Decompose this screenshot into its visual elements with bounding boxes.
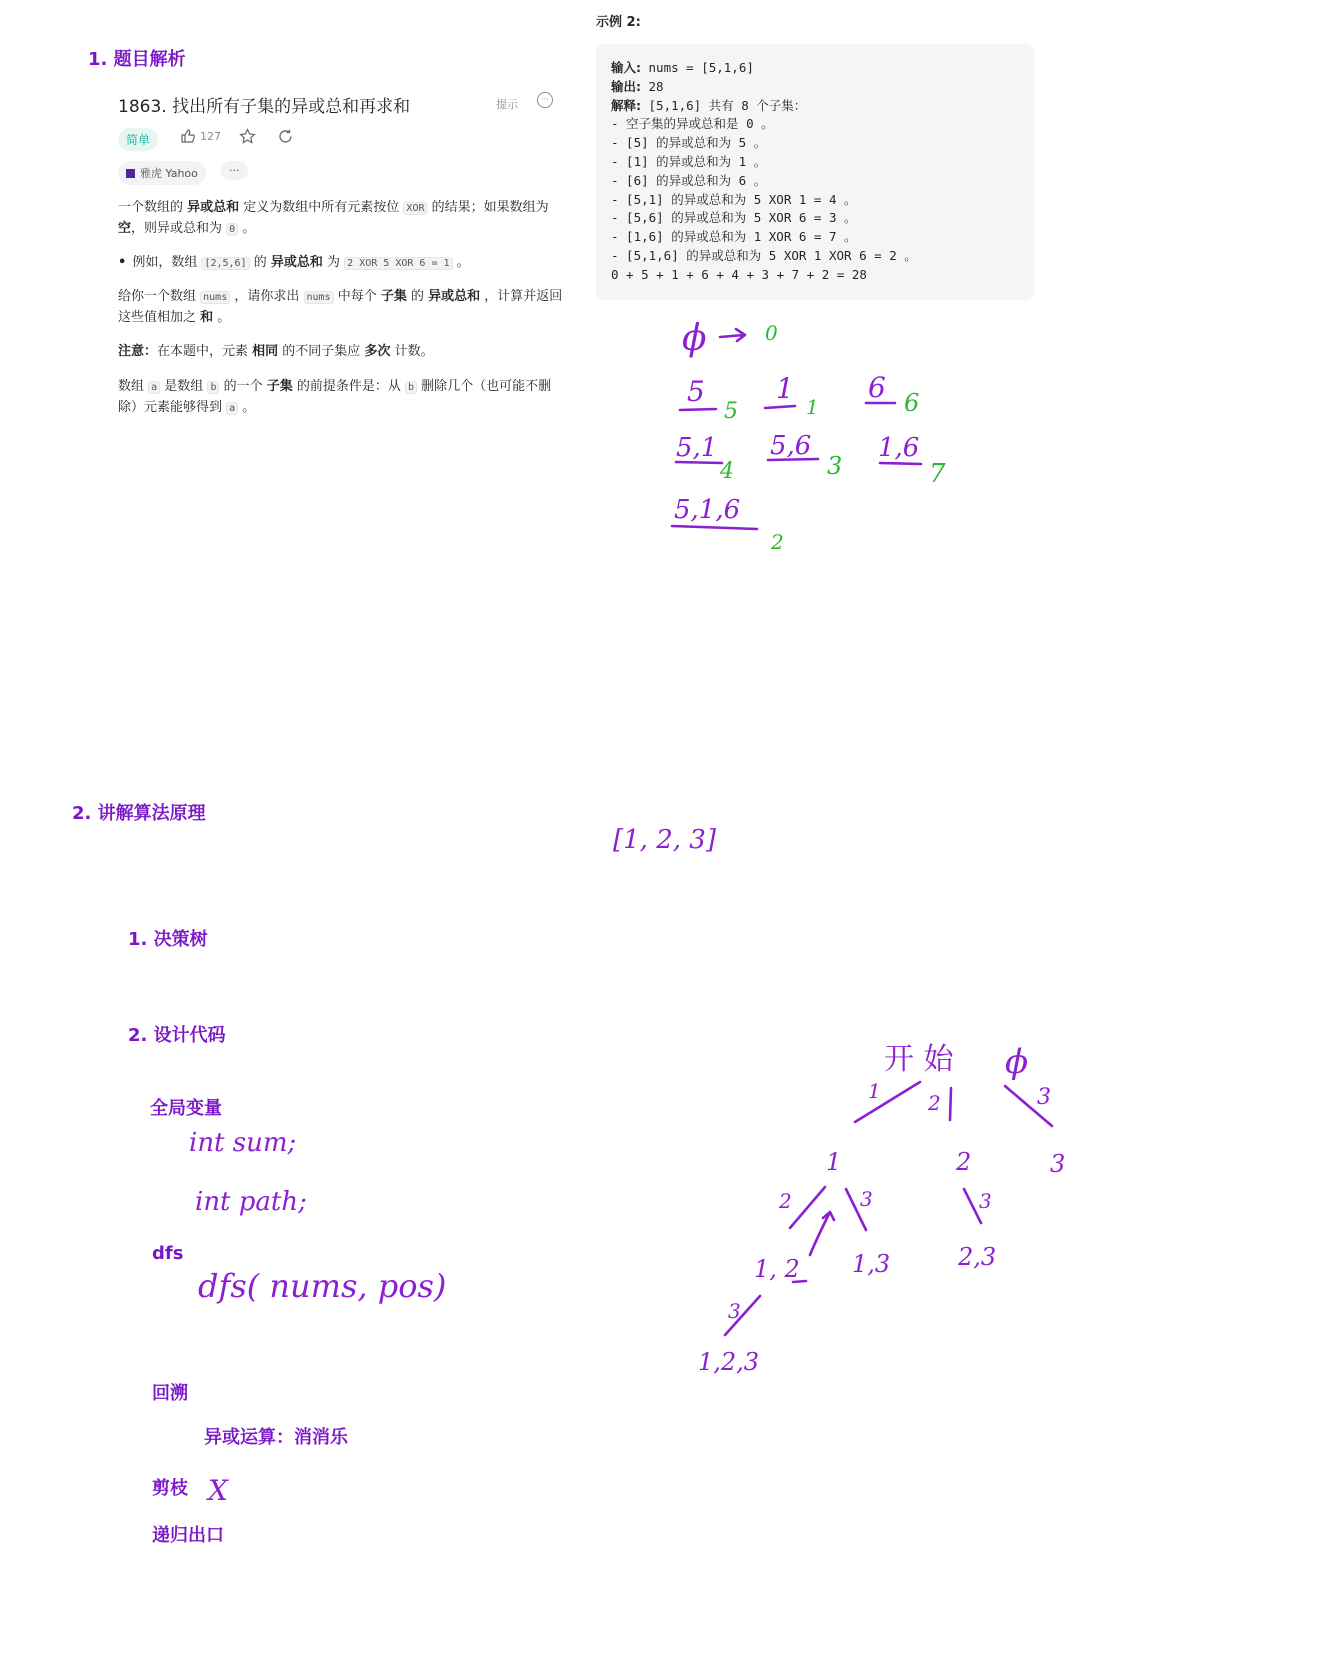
hw-s56: 5,6 xyxy=(770,431,812,461)
example-line: - [1,6] 的异或总和为 1 XOR 6 = 7 。 xyxy=(611,229,857,245)
hw-v56: 3 xyxy=(827,452,843,480)
example-line: - [6] 的异或总和为 6 。 xyxy=(611,172,767,188)
hw-array: [1, 2, 3] xyxy=(613,825,716,855)
hw-v51: 4 xyxy=(720,459,734,484)
xor-note: 异或运算：消消乐 xyxy=(204,1427,348,1448)
hw-edge-label: 2 xyxy=(779,1189,792,1213)
hw-underline xyxy=(676,462,722,463)
example-line: - 空子集的异或总和是 0 。 xyxy=(611,116,774,132)
hw-tree-start: 开 始 xyxy=(884,1042,954,1077)
hw-tree-phi: ϕ xyxy=(1005,1042,1029,1082)
hw-edge xyxy=(950,1088,951,1120)
example-line: - [5,1] 的异或总和为 5 XOR 1 = 4 。 xyxy=(611,191,857,207)
hw-s516: 5,1,6 xyxy=(674,495,741,525)
example-line: - [5,6] 的异或总和为 5 XOR 6 = 3 。 xyxy=(611,210,857,226)
hw-s6: 6 xyxy=(868,371,886,404)
description-paragraph-4: 数组 a 是数组 b 的一个 子集 的前提条件是：从 b 删除几个（也可能不删除）元素能够得到 a 。 xyxy=(118,379,552,415)
example-heading: 示例 2: xyxy=(596,15,641,30)
subsection-design-code: 2. 设计代码 xyxy=(128,1025,226,1046)
hw-s5: 5 xyxy=(687,375,705,408)
backtrack-heading: 回溯 xyxy=(152,1383,188,1404)
description-paragraph-1: 一个数组的 异或总和 定义为数组中所有元素按位 XOR 的结果；如果数组为空，则异或总和为 0 。 xyxy=(118,200,549,236)
hw-underline xyxy=(768,459,818,460)
example-line: - [5,1,6] 的异或总和为 5 XOR 1 XOR 6 = 2 。 xyxy=(611,247,917,263)
hw-edge xyxy=(855,1082,920,1122)
example-line: - [1] 的异或总和为 1 。 xyxy=(611,153,767,169)
hw-node: 1, 2 xyxy=(754,1255,800,1283)
hw-underline xyxy=(765,406,795,408)
hw-v16: 7 xyxy=(929,459,946,489)
more-options-icon[interactable]: ··· xyxy=(537,92,553,108)
subsection-decision-tree: 1. 决策树 xyxy=(128,929,208,950)
description-paragraph-2: 给你一个数组 nums ，请你求出 nums 中每个 子集 的 异或总和 ，计算并返回这些值相加之 和 。 xyxy=(118,289,563,325)
hw-int-sum: int sum; xyxy=(189,1128,297,1158)
hw-underline xyxy=(880,463,921,464)
global-vars-heading: 全局变量 xyxy=(150,1098,222,1119)
hw-node: 2 xyxy=(956,1148,972,1176)
example-line: - [5] 的异或总和为 5 。 xyxy=(611,135,767,151)
hw-edge-label: 1 xyxy=(868,1079,881,1103)
hw-node: 2,3 xyxy=(958,1243,997,1271)
hw-v516: 2 xyxy=(771,530,784,554)
hw-underline xyxy=(680,409,716,410)
like-count: 127 xyxy=(200,129,221,143)
example-line: 0 + 5 + 1 + 6 + 4 + 3 + 7 + 2 = 28 xyxy=(611,266,867,282)
section-2-heading: 2. 讲解算法原理 xyxy=(72,803,206,824)
hw-v5: 5 xyxy=(724,399,738,424)
dfs-heading: dfs xyxy=(152,1243,184,1264)
hw-v6: 6 xyxy=(904,389,920,417)
hw-node: 1,3 xyxy=(852,1250,891,1278)
hw-node: 1,2,3 xyxy=(698,1348,760,1376)
prune-heading: 剪枝 xyxy=(152,1478,188,1499)
section-1-heading: 1. 题目解析 xyxy=(88,49,186,70)
hw-edge-label: 3 xyxy=(1037,1085,1051,1110)
problem-title[interactable]: 1863. 找出所有子集的异或总和再求和 xyxy=(118,97,411,117)
hw-edge xyxy=(790,1187,825,1228)
description-bullet: • 例如，数组 [2,5,6] 的 异或总和 为 2 XOR 5 XOR 6 = 1 。 xyxy=(118,255,470,270)
hw-underline xyxy=(793,1281,806,1282)
hw-node: 1 xyxy=(826,1148,842,1176)
hw-s1: 1 xyxy=(776,372,794,405)
hw-s51: 5,1 xyxy=(676,433,718,463)
difficulty-badge: 简单 xyxy=(118,128,158,151)
hw-underline xyxy=(672,526,757,529)
hw-s16: 1,6 xyxy=(878,433,920,463)
more-tags-button[interactable]: ··· xyxy=(221,161,248,180)
example-content: 输入: nums = [5,1,6] 输出: 28 解释: [5,1,6] 共有 8 个子集： - 空子集的异或总和是 0 。 - [5] 的异或总和为 5 。 - [1] 的异或总和为 1 。 - [6] 的异或总和为 6 。 - [5,1] 的异或总和为 5 XOR 1 = 4 。 - [5,6] 的异或总和为 5 XOR 6 = 3 。 - [1,6] 的异或总和为 1 XOR 6 = 7 。 - [5,1,6] 的异或总和为 5 XOR 1 XOR 6 = 2 。 0 + 5 + 1 + 6 + 4 + 3 + 7 + 2 = 28 xyxy=(611,59,917,285)
exit-heading: 递归出口 xyxy=(152,1525,224,1546)
hw-int-path: int path; xyxy=(195,1187,307,1217)
hw-prune-x: X xyxy=(208,1474,228,1507)
hw-edge-label: 3 xyxy=(979,1189,992,1213)
hw-arrow xyxy=(720,329,745,341)
hint-link[interactable]: 提示 xyxy=(496,98,518,111)
hw-backtrack-arrow xyxy=(810,1212,834,1255)
hw-edge-label: 2 xyxy=(928,1091,941,1115)
description-note: 注意：在本题中，元素 相同 的不同子集应 多次 计数。 xyxy=(118,344,434,359)
hw-edge-label: 3 xyxy=(860,1187,873,1211)
hw-dfs-signature: dfs( nums, pos) xyxy=(198,1267,447,1305)
hw-node: 3 xyxy=(1050,1150,1066,1178)
hw-edge-label: 3 xyxy=(728,1299,741,1323)
hw-zero: 0 xyxy=(765,321,778,345)
hw-phi: ϕ xyxy=(682,318,707,359)
hw-v1: 1 xyxy=(806,395,819,419)
company-name: 雅虎 Yahoo xyxy=(140,167,198,180)
